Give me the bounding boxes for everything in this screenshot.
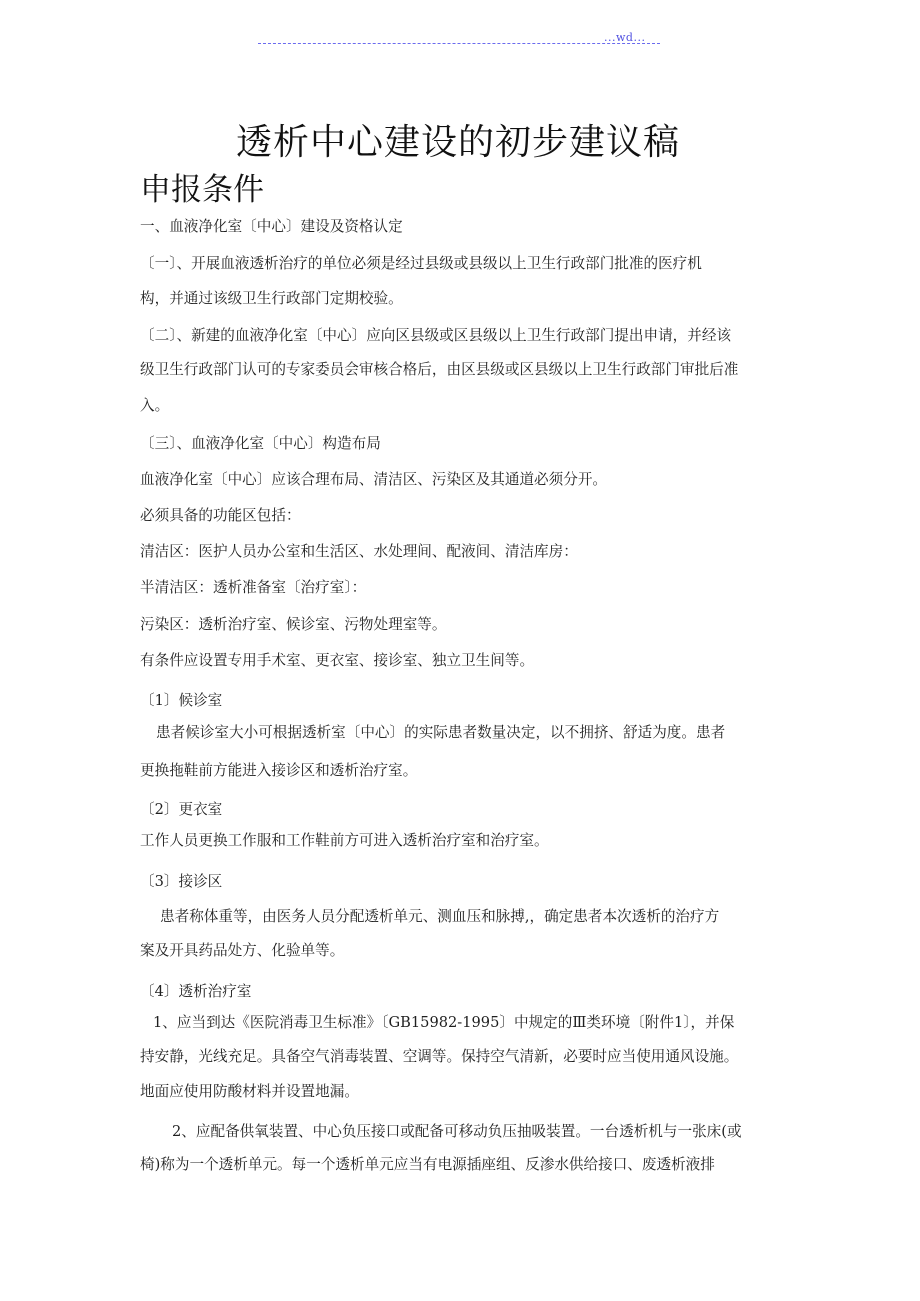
- text-line: 椅)称为一个透析单元。每一个透析单元应当有电源插座组、反渗水供给接口、废透析液排: [140, 1156, 715, 1173]
- subsection-heading: 〔4〕透析治疗室: [140, 983, 252, 1000]
- text-line: 地面应使用防酸材料并设置地漏。: [140, 1083, 359, 1100]
- text-line: 患者候诊室大小可根据透析室〔中心〕的实际患者数量决定，以不拥挤、舒适为度。患者: [156, 724, 726, 741]
- section-heading: 申报条件: [140, 172, 264, 208]
- text-line: 入。: [140, 397, 170, 414]
- text-line: 患者称体重等，由医务人员分配透析单元、测血压和脉搏,，确定患者本次透析的治疗方: [160, 908, 720, 925]
- text-line: 级卫生行政部门认可的专家委员会审核合格后，由区县级或区县级以上卫生行政部门审批后准: [140, 361, 739, 378]
- text-line: 污染区：透析治疗室、候诊室、污物处理室等。: [140, 616, 447, 633]
- header-dashed-rule: [258, 43, 660, 44]
- header-mark: ...wd...: [604, 31, 646, 44]
- text-line: 构，并通过该级卫生行政部门定期校验。: [140, 290, 403, 307]
- text-line: 清洁区：医护人员办公室和生活区、水处理间、配液间、清洁库房：: [140, 543, 578, 560]
- text-line: 1、应当到达《医院消毒卫生标准》〔GB15982-1995〕中规定的Ⅲ类环境〔附件1〕，并保: [153, 1014, 735, 1031]
- text-line: 一、血液净化室〔中心〕建设及资格认定: [140, 218, 403, 235]
- document-title: 透析中心建设的初步建议稿: [236, 122, 681, 163]
- text-line: 半清洁区：透析准备室〔治疗室〕：: [140, 579, 367, 596]
- subsection-heading: 〔3〕接诊区: [140, 873, 223, 890]
- text-line: 案及开具药品处方、化验单等。: [140, 942, 345, 959]
- text-line: 更换拖鞋前方能进入接诊区和透析治疗室。: [140, 762, 418, 779]
- text-line: 〔一〕、开展血液透析治疗的单位必须是经过县级或县级以上卫生行政部门批准的医疗机: [140, 255, 702, 272]
- text-line: 必须具备的功能区包括：: [140, 507, 301, 524]
- text-line: 工作人员更换工作服和工作鞋前方可进入透析治疗室和治疗室。: [140, 832, 549, 849]
- text-line: 2、应配备供氧装置、中心负压接口或配备可移动负压抽吸装置。一台透析机与一张床(或: [172, 1123, 742, 1140]
- text-line: 〔三〕、血液净化室〔中心〕构造布局: [140, 435, 381, 452]
- subsection-heading: 〔1〕候诊室: [140, 692, 223, 709]
- text-line: 持安静，光线充足。具备空气消毒装置、空调等。保持空气清新，必要时应当使用通风设施。: [140, 1048, 739, 1065]
- text-line: 血液净化室〔中心〕应该合理布局、清洁区、污染区及其通道必须分开。: [140, 471, 608, 488]
- text-line: 〔二〕、新建的血液净化室〔中心〕应向区县级或区县级以上卫生行政部门提出申请，并经该: [140, 327, 732, 344]
- subsection-heading: 〔2〕更衣室: [140, 801, 223, 818]
- text-line: 有条件应设置专用手术室、更衣室、接诊室、独立卫生间等。: [140, 652, 535, 669]
